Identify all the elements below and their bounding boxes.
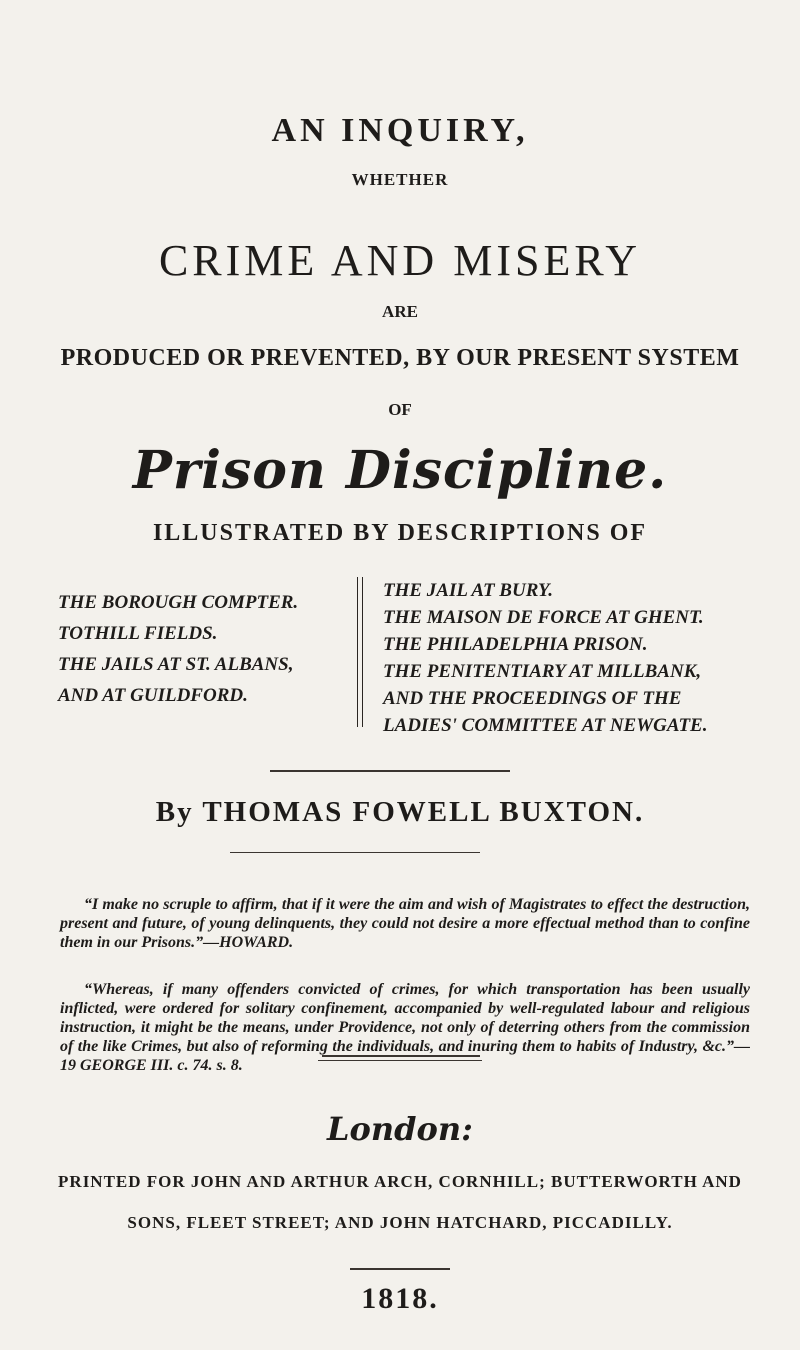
- right-item: AND THE PROCEEDINGS OF THE: [383, 688, 682, 709]
- right-item: THE PENITENTIARY AT MILLBANK,: [383, 661, 702, 682]
- title-line-crime-misery: CRIME AND MISERY: [158, 236, 642, 285]
- illustrated-heading: ILLUSTRATED BY DESCRIPTIONS OF: [152, 520, 648, 546]
- imprint-line-2: SONS, FLEET STREET; AND JOHN HATCHARD, PICCADILLY.: [127, 1213, 673, 1232]
- imprint-place: London:: [327, 1110, 473, 1148]
- title-line-prison-discipline: Prison Discipline.: [132, 440, 668, 501]
- right-item: THE MAISON DE FORCE AT GHENT.: [383, 607, 704, 628]
- rule: [270, 770, 510, 772]
- left-item: THE JAILS AT ST. ALBANS,: [58, 654, 294, 675]
- imprint-year: 1818.: [361, 1282, 439, 1315]
- epigraphs: [60, 895, 750, 1103]
- title-line-inquiry: AN INQUIRY,: [271, 112, 529, 149]
- double-rule-bottom: [318, 1060, 482, 1061]
- left-column: [58, 587, 298, 711]
- left-item: THE BOROUGH COMPTER.: [58, 592, 299, 613]
- title-line-whether: WHETHER: [351, 170, 449, 189]
- imprint-line-1: PRINTED FOR JOHN AND ARTHUR ARCH, CORNHILL; BUTTERWORTH AND: [58, 1172, 742, 1191]
- left-item: TOTHILL FIELDS.: [58, 623, 218, 644]
- title-line-produced: PRODUCED OR PREVENTED, BY OUR PRESENT SYSTEM: [60, 345, 740, 371]
- right-item: THE JAIL AT BURY.: [383, 580, 553, 601]
- rule: [230, 852, 480, 853]
- rule: [350, 1268, 450, 1270]
- column-divider: [357, 577, 363, 727]
- right-column: [383, 577, 707, 739]
- double-rule-top: [322, 1055, 480, 1057]
- descriptions-columns: [0, 577, 800, 737]
- epigraph-howard: “I make no scruple to affirm, that if it were the aim and wish of Magistrates to effect the destruction, present and future, of young delinquents, they could not desire a more effectual method than to confine them in our Prisons.”—HOWARD.: [60, 896, 750, 951]
- title-line-of: OF: [388, 400, 412, 419]
- right-item: THE PHILADELPHIA PRISON.: [383, 634, 648, 655]
- left-item: AND AT GUILDFORD.: [58, 685, 248, 706]
- title-line-are: ARE: [382, 302, 418, 321]
- author-line: By THOMAS FOWELL BUXTON.: [155, 796, 645, 828]
- epigraph-statute: “Whereas, if many offenders convicted of crimes, for which transportation has been usually inflicted, were ordered for solitary confinement, accompanied by well-regulated labour and religious instruction, it might be the means, under Providence, not only of deterring others from the commission of the like Crimes, but also of reforming the individuals, and inuring them to habits of Industry, &c.”—19 GEORGE III. c. 74. s. 8.: [60, 981, 750, 1074]
- right-item: LADIES' COMMITTEE AT NEWGATE.: [383, 715, 708, 736]
